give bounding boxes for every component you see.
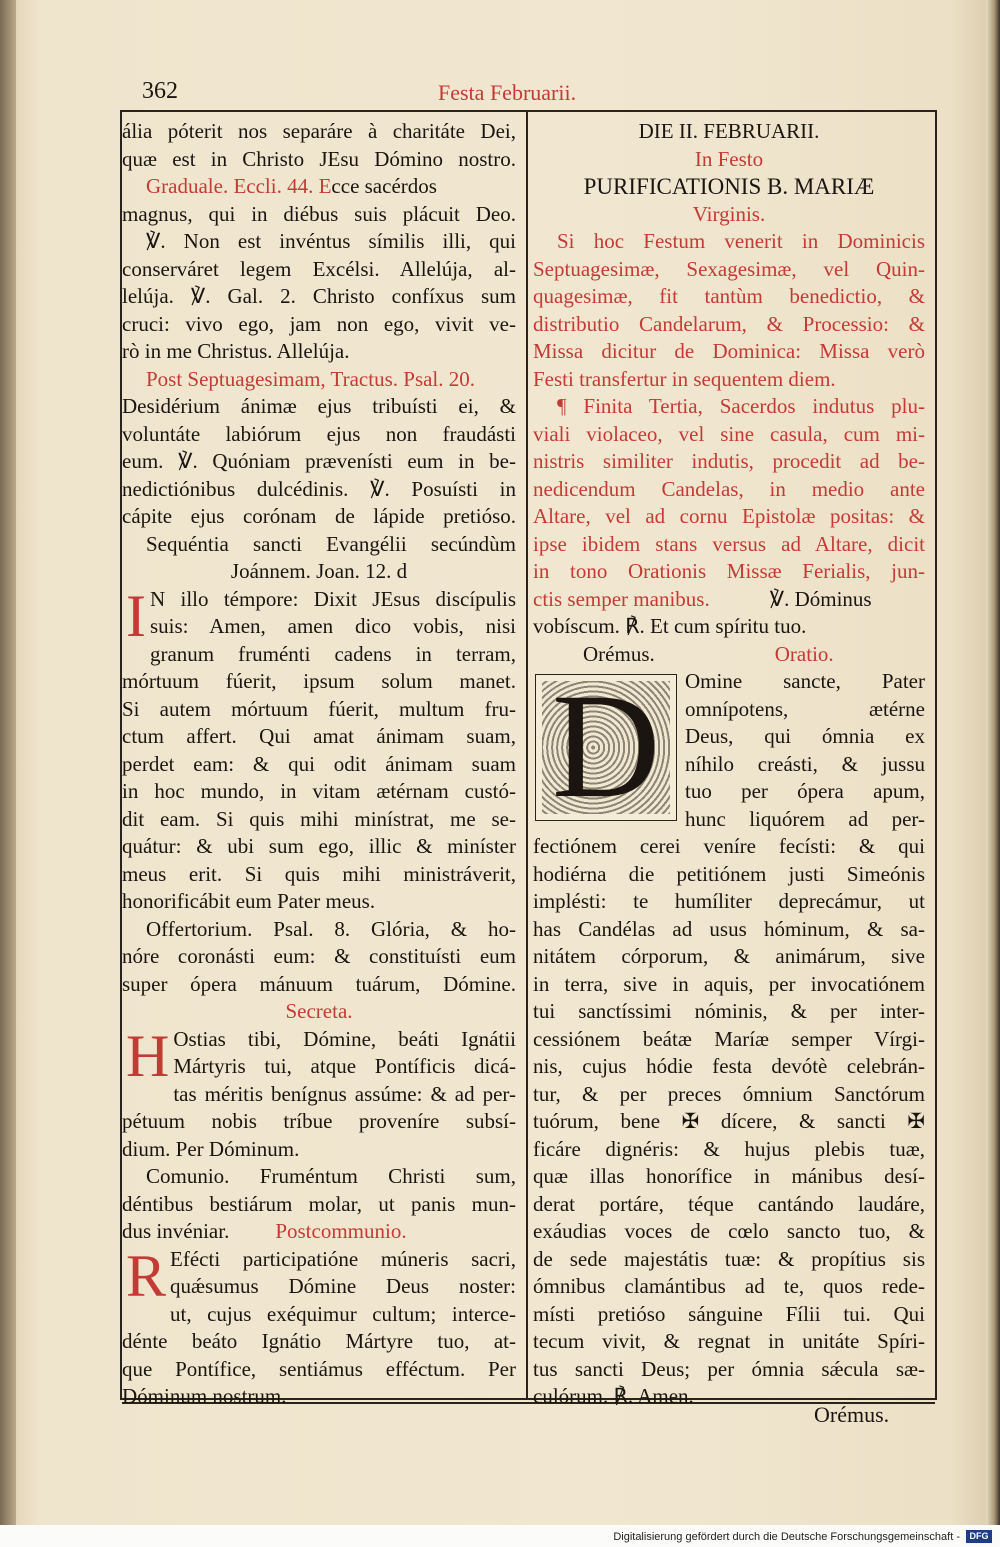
text-line: super ópera mánuum tuárum, Dómine. — [122, 971, 516, 996]
digitization-notice: Digitalisierung gefördert durch die Deutsche Forschungsgemeinschaft - — [613, 1531, 960, 1543]
text-line: de sede majestátis tuæ: & propítius sis — [533, 1246, 925, 1271]
rubric-line: viali violaceo, vel sine casula, cum mi- — [533, 421, 925, 446]
catchword: Orémus. — [814, 1402, 890, 1427]
rubric-line: in tono Orationis Missæ Ferialis, jun- — [533, 559, 925, 583]
graduale-line — [122, 173, 516, 201]
text-line: místi pretióso sánguine Fílii tui. Qui — [533, 1301, 925, 1326]
text-line: tuórum, bene ✠ dícere, & sancti ✠ — [533, 1109, 925, 1133]
right-column — [533, 118, 925, 1411]
text-line: nis, cujus hódie festa devótè celebrán- — [533, 1054, 925, 1078]
text-line: pétuum nobis tríbue proveníre subsí- — [122, 1109, 516, 1133]
text-line: granum fruménti cadens in terram, — [149, 641, 516, 666]
text-span: dus invéniar. — [122, 1219, 230, 1243]
rubric-line: quagesimæ, fit tantùm benedictio, & — [533, 284, 925, 308]
text-line: culórum. ℟. Amen. — [533, 1384, 694, 1408]
feast-date: DIE II. FEBRUARII. — [638, 119, 820, 143]
oremus-line — [533, 641, 925, 669]
text-line: quátur: & ubi sum ego, illic & miníster — [122, 834, 516, 858]
text-line: eum. ℣. Quóniam prævenísti eum in be- — [122, 449, 516, 473]
digitization-bar — [0, 1525, 1000, 1547]
text-line: rò in me Christus. Allelúja. — [122, 339, 350, 363]
text-line: hodiérna die petitiónem justi Simeónis — [533, 861, 925, 886]
drop-initial: I — [126, 585, 146, 649]
text-line: honorificábit eum Pater meus. — [122, 889, 376, 913]
text-line: hunc liquórem ad per- — [685, 806, 925, 831]
text-line: has Candélas ad usus hóminum, & sa- — [533, 916, 925, 941]
text-line: ficáre dignéris: & hujus plebis tuæ, — [533, 1136, 925, 1161]
drop-initial: H — [126, 1025, 170, 1089]
text-line: quæ est in Christo JEsu Dómino nostro. — [122, 146, 516, 171]
text-line: conserváret legem Excélsi. Allelúja, al- — [122, 256, 516, 281]
text-line: tui sanctíssimi nóminis, & per inter- — [533, 999, 925, 1023]
text-line: ómnibus clamántibus ad te, quos rede- — [533, 1274, 925, 1298]
rubric-line: nedicendum Candelas, in medio ante — [533, 476, 925, 501]
oratio-block — [533, 668, 925, 833]
text-line: que Pontífice, sentiámus efféctum. Per — [122, 1356, 516, 1381]
text-line: níhilo creásti, & jussu — [685, 751, 925, 776]
text-line: tas méritis benígnus assúme: & ad per- — [173, 1081, 516, 1106]
rubric-line: Septuagesimæ, Sexagesimæ, vel Quin- — [533, 256, 925, 281]
text-line: ut, cujus exéquimur cultum; interce- — [170, 1301, 516, 1326]
text-line: déntibus bestiárum molar, ut panis mun- — [122, 1191, 516, 1216]
text-line: exáudias voces de cœlo sancto tuo, & — [533, 1219, 925, 1243]
text-line: ctum affert. Qui amat ánimam suam, — [122, 724, 516, 748]
text-line: N illo témpore: Dixit JEsus discípulis — [149, 586, 516, 611]
feast-title: PURIFICATIONIS B. MARIÆ — [583, 174, 875, 199]
text-line: suis: Amen, amen dico vobis, nisi — [149, 614, 516, 638]
text-line: tecum vivit, & regnat in unitáte Spíri- — [533, 1329, 925, 1353]
graduale-heading: Graduale. Eccli. 44. — [146, 174, 314, 198]
text-span: cce sacérdos — [331, 174, 437, 198]
text-line: Sequéntia sancti Evangélii secúndùm — [146, 531, 516, 556]
text-line: quæ illas honorífice in mánibus desí- — [533, 1164, 925, 1188]
text-line: cessiónem beátæ Maríæ semper Vírgi- — [533, 1026, 925, 1051]
rubric-line: distributio Candelarum, & Processio: & — [533, 311, 925, 336]
rubric-line: Missa dicitur de Dominica: Missa verò — [533, 339, 925, 363]
text-line: nitátem córporum, & animárum, sive — [533, 944, 925, 968]
text-line: Omine sancte, Pater — [685, 669, 925, 693]
page-edge — [986, 0, 1000, 1547]
rubric-line: nistris similiter indutis, procedit ad be- — [533, 449, 925, 473]
rubric-line: ipse ibidem stans versus ad Altare, dicit — [533, 531, 925, 556]
text-line: Dóminum nostrum. — [122, 1384, 287, 1408]
oratio-heading: Oratio. — [774, 641, 834, 666]
ornamental-initial — [535, 668, 677, 829]
text-line: derat portáre, téque cantándo laudáre, — [533, 1191, 925, 1216]
text-line: cruci: vivo ego, jam non ego, vivit ve- — [122, 311, 516, 336]
rubric-line: Si hoc Festum venerit in Dominicis — [557, 229, 925, 253]
text-line: perdet eam: & qui odit ánimam suam — [122, 751, 516, 776]
text-line: omnípotens, ætérne — [685, 696, 925, 721]
text-line: magnus, qui in diébus suis plácuit Deo. — [122, 201, 516, 226]
text-line: tus sancti Deus; per ómnia sǽcula sæ- — [533, 1356, 925, 1381]
text-line: Desidérium ánimæ ejus tribuísti ei, & — [122, 394, 516, 418]
rubric-line: ¶ Finita Tertia, Sacerdos indutus plu- — [557, 394, 925, 418]
column-divider — [526, 110, 528, 1398]
rubric-line: Altare, vel ad cornu Epistolæ positas: & — [533, 504, 925, 528]
text-line: Efécti participatióne múneris sacri, — [170, 1246, 516, 1271]
text-line: cápite ejus corónam de lápide pretióso. — [122, 504, 516, 528]
offertorium-line: Offertorium. Psal. 8. Glória, & ho- — [146, 916, 516, 941]
text-line: in hoc mundo, in vitam ætérnam custó- — [122, 779, 516, 803]
text-line: mórtuum fúerit, ipsum solum manet. — [122, 669, 516, 693]
text-line: dit eam. Si quis mihi minístrat, me se- — [122, 806, 516, 831]
text-line: Mártyris tui, atque Pontíficis dicá- — [173, 1054, 516, 1078]
text-line: quǽsumus Dómine Deus noster: — [170, 1274, 516, 1298]
text-line: fectiónem cerei veníre fecísti: & qui — [533, 834, 925, 858]
text-line: tuo per ópera apum, — [685, 779, 925, 803]
left-column — [122, 118, 516, 1411]
text-line: Si autem mórtuum fúerit, multum fru- — [122, 696, 516, 721]
text-line: dénte beáto Ignátio Mártyre tuo, at- — [122, 1329, 516, 1353]
feast-in-festo: In Festo — [694, 146, 764, 171]
text-line: lelúja. ℣. Gal. 2. Christo confíxus sum — [122, 284, 516, 308]
feast-subtitle: Virginis. — [692, 201, 766, 226]
text-line: dium. Per Dóminum. — [122, 1136, 300, 1161]
secreta-block — [122, 1026, 516, 1164]
communio-end — [122, 1218, 516, 1246]
ornamental-letter: D — [551, 668, 661, 829]
postcommunio-block — [122, 1246, 516, 1411]
versicle: ℣. Dóminus — [769, 586, 872, 611]
rubric-line: ctis semper manibus. — [533, 586, 710, 611]
response-line: vobíscum. ℟. Et cum spíritu tuo. — [533, 614, 807, 638]
text-line: ℣. Non est invéntus símilis illi, qui — [146, 229, 516, 253]
text-line: Joánnem. Joan. 12. d — [230, 559, 408, 583]
postcommunio-heading: Postcommunio. — [275, 1219, 407, 1243]
oremus-label: Orémus. — [583, 641, 655, 666]
page-number: 362 — [142, 78, 178, 104]
rubric-end-line — [533, 586, 925, 614]
communio-line: Comunio. Fruméntum Christi sum, — [146, 1164, 516, 1188]
running-title: Festa Februarii. — [438, 80, 577, 105]
secreta-heading: Secreta. — [285, 999, 353, 1023]
gospel-block — [122, 586, 516, 916]
rubric-line: Festi transfertur in sequentem diem. — [533, 366, 836, 391]
text-line: nóre coronásti eum: & constituísti eum — [122, 944, 516, 968]
text-line: meus erit. Si quis mihi ministráverit, — [122, 861, 516, 886]
text-line: ália póterit nos separáre à charitáte Dei, — [122, 119, 516, 143]
initial-letter: E — [318, 174, 332, 198]
drop-initial: R — [126, 1245, 167, 1309]
text-line: implésti: te humíliter deprecámur, ut — [533, 889, 925, 913]
text-line: nedictiónibus dulcédinis. ℣. Posuísti in — [122, 476, 516, 501]
text-line: tur, & per preces ómnium Sanctórum — [533, 1081, 925, 1106]
oratio-rest — [533, 833, 925, 1411]
text-line: in terra, sive in aquis, per invocatiónem — [533, 971, 925, 996]
text-line: voluntáte labiórum ejus non fraudásti — [122, 421, 516, 446]
text-line: Deus, qui ómnia ex — [685, 724, 925, 748]
tractus-heading: Post Septuagesimam, Tractus. Psal. 20. — [146, 366, 476, 391]
dfg-logo: DFG — [966, 1530, 992, 1543]
text-line: Ostias tibi, Dómine, beáti Ignátii — [173, 1026, 516, 1051]
spine-shadow — [0, 0, 16, 1547]
